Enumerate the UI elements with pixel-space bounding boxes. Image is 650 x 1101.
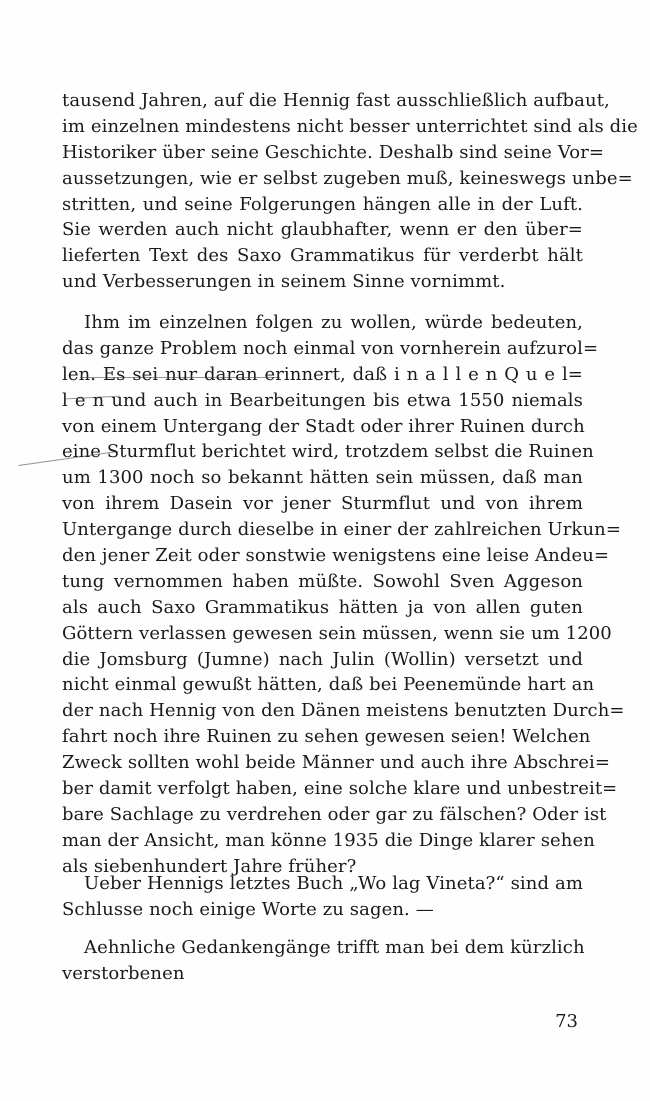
text-line: len. Es sei nur daran erinnert, daß i n a l l e n Q u e l=: [62, 363, 583, 385]
paragraph-1: [62, 88, 638, 295]
text-line: und Verbesserungen in seinem Sinne vornimmt.: [62, 271, 506, 293]
text-line: von ihrem Dasein vor jener Sturmflut und von ihrem: [62, 493, 583, 515]
text-line: Schlusse noch einige Worte zu sagen. —: [62, 898, 434, 920]
text-line: Göttern verlassen gewesen sein müssen, wenn sie um 1200: [62, 622, 612, 644]
text-line: Historiker über seine Geschichte. Deshalb sind seine Vor=: [62, 141, 605, 163]
text-line: nicht einmal gewußt hätten, daß bei Peenemünde hart an: [62, 674, 595, 696]
text-line: lieferten Text des Saxo Grammatikus für verderbt hält: [62, 245, 583, 267]
text-line: als auch Saxo Grammatikus hätten ja von allen guten: [62, 596, 583, 618]
text-line: Ueber Hennigs letztes Buch „Wo lag Vineta?“ sind am: [84, 873, 583, 894]
text-line: der nach Hennig von den Dänen meistens benutzten Durch=: [62, 700, 625, 722]
paragraph-4: [62, 935, 583, 987]
text-line: eine Sturmflut berichtet wird, trotzdem selbst die Ruinen: [62, 441, 594, 463]
paragraph-2: [62, 310, 625, 880]
text-line: Sie werden auch nicht glaubhafter, wenn er den über=: [62, 219, 583, 241]
text-line: im einzelnen mindestens nicht besser unterrichtet sind als die: [62, 115, 638, 137]
text-line: l e n und auch in Bearbeitungen bis etwa 1550 niemals: [62, 389, 583, 411]
text-line: fahrt noch ihre Ruinen zu sehen gewesen seien! Welchen: [62, 726, 591, 748]
text-line: von einem Untergang der Stadt oder ihrer Ruinen durch: [62, 415, 585, 437]
text-line: verstorbenen: [62, 962, 185, 984]
text-line: das ganze Problem noch einmal von vornherein aufzurol=: [62, 337, 599, 359]
text-line: Untergange durch dieselbe in einer der zahlreichen Urkun=: [62, 519, 622, 541]
text-line: ber damit verfolgt haben, eine solche klare und unbestreit=: [62, 778, 618, 800]
text-line: als siebenhundert Jahre früher?: [62, 855, 357, 877]
pencil-underline-mark: [80, 377, 280, 378]
text-line: aussetzungen, wie er selbst zugeben muß, keineswegs unbe=: [62, 167, 633, 189]
text-line: stritten, und seine Folgerungen hängen alle in der Luft.: [62, 193, 583, 215]
text-line: Aehnliche Gedankengänge trifft man bei dem kürzlich: [84, 937, 585, 958]
text-line: man der Ansicht, man könne 1935 die Dinge klarer sehen: [62, 829, 595, 851]
text-line: bare Sachlage zu verdrehen oder gar zu fälschen? Oder ist: [62, 803, 607, 825]
text-line: tausend Jahren, auf die Hennig fast ausschließlich aufbaut,: [62, 90, 610, 111]
paragraph-3: [62, 871, 583, 923]
text-line: um 1300 noch so bekannt hätten sein müssen, daß man: [62, 467, 583, 489]
text-line: den jener Zeit oder sonstwie wenigstens eine leise Andeu=: [62, 545, 610, 567]
text-line: Zweck sollten wohl beide Männer und auch ihre Abschrei=: [62, 752, 611, 774]
text-line: tung vernommen haben müßte. Sowohl Sven Aggeson: [62, 570, 583, 592]
text-line: Ihm im einzelnen folgen zu wollen, würde bedeuten,: [84, 312, 583, 333]
text-line: die Jomsburg (Jumne) nach Julin (Wollin) versetzt und: [62, 648, 583, 670]
page-number: 73: [555, 1011, 578, 1032]
